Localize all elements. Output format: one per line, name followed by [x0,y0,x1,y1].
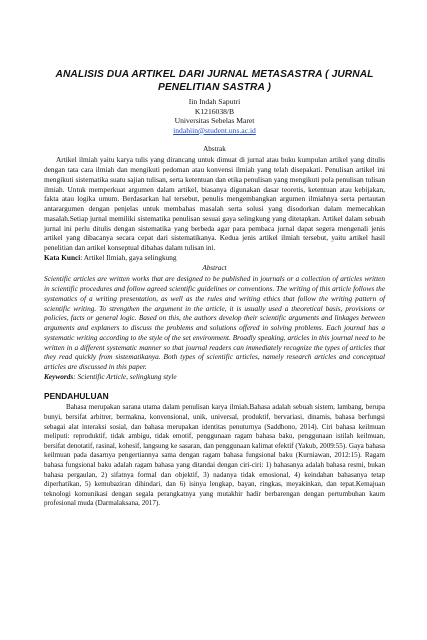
abstract-text-id: Artikel ilmiah yaitu karya tulis yang dirancang untuk dimuat di jurnal atau buku kumpulan artikel yang ditulis dengan tata cara ilmiah dan mengikuti pedoman atau konvensi ilmiah yang telah disepakati. Penulisan artikel ini mengikuti sistematika suatu sajian tulisan, serta ketentuan dan etika penulisan yang mengikuti pola penulisan tulisan ilmiah. Untuk memperkuat argumen dalam artikel, biasanya digunakan dasar teoretis, ketentuan atau kebijakan, fakta atau logika umum. Berdasarkan hal tersebut, penulis mengembangkan argumen ilmiahnya serta pertautan antarargumen dengan penjelas untuk membahas masalah serta solusi yang disodorkan dalam memecahkan masalah.Setiap jurnal memiliki sistematika penulisan sesuai gaya selingkung yang ditetapkan. Artikel dalam sebuah jurnal ini perlu ditulis dengan sistematika yang berbeda agar para pembaca jurnal dapat segera mengenali jenis artikel yang dibacanya secara cepat dari sistematikanya. Kedua jenis artikel ilmiah tersebut, yaitu artikel hasil penelitian dan artikel konseptual dibahas dalam tulisan ini. [44,155,385,253]
keywords-label-id: Kata Kunci [44,252,81,262]
section-body: Bahasa merupakan sarana utama dalam penulisan karya ilmiah.Bahasa adalah sebuah sistem, lambang, berupa bunyi, bersifat arbitrer, bermakna, konvensional, unik, universal, produktif, bervariasi, dinamis, bahasa berfungsi sebagai alat interaksi sosial, dan bahasa merupakan identitas penuturnya (Saddhono, 2014). Ciri bahasa keilmuan meliputi: reproduktif, tidak ambigu, tidak emotif, penggunaan ragam bahasa baku, penggunaan istilah keilmuan, bersifat denotatif, rasinal, kohesif, langsung ke sasaran, dan penggunaan kalimat efektif (Yakub, 2009:55). Gaya bahasa keilmuan pada dasarnya pengertiannya sama dengan ragam bahasa fungsional baku (Kurniawan, 2012:15). Ragam bahasa fungsional baku adalah ragam bahasa yang ditandai dengan ciri-ciri: 1) bahasanya adalah bahasa resmi, bukan bahasa pergaulan, 2) sifatnya formal dan objektif, 3) nadanya tidak emosional, 4) keindahan bahasanya tetap diperhatikan, 5) kemubaziran dihindari, dan 6) isinya lengkap, bayan, ringkas, meyakinkan, dan tepat.Kemajuan teknologi komunikasi dengan segala perangkatnya yang mutakhir hadir berbarengan dengan pertumbuhan kaum profesional muda (Darmalaksana, 2017). [44,403,385,508]
section-heading: PENDAHULUAN [44,391,109,402]
author-email-link[interactable]: indahiin@student.uns.ac.id [173,125,256,135]
keywords-label-en: Keywords [44,371,74,381]
author-name: Iin Indah Saputri [188,97,241,106]
author-block [44,97,385,135]
keywords-id [44,253,385,263]
abstract-heading-en: Abstract [202,264,227,273]
affiliation: Universitas Sebelas Maret [174,116,255,126]
keywords-en [44,372,385,382]
student-id: K1216038/B [194,106,235,116]
abstract-text-en: Scientific articles are written works that are designed to be published in journals or a collection of articles written in scientific procedures and follow agreed scientific guidelines or conventions. The writing of this article follows the systematics of a writing presentation, as well as the rules and writing ethics that follow the writing pattern of scientific writing. To strengthen the argument in the article, it is usually used a theoretical basis, provisions or policies, facts or general logic. Based on this, the authors develop their scientific arguments and linkages between arguments and explaners to discuss the problems and solutions offered in solving problems. Each journal has a systematic writing according to the style of the set environment. Broadly speaking, articles in this journal need to be written in a different systematic manner so that journal readers can immediately recognize the types of articles that they read quickly from sistematikanya. Both types of scientific articles, namely research articles and conceptual articles are discussed in this paper. [44,274,385,372]
paper-title: ANALISIS DUA ARTIKEL DARI JURNAL METASASTRA ( JURNAL PENELITIAN SASTRA ) [55,69,374,93]
keywords-value-en: : Scientific Article, selingkung style [73,371,177,381]
abstract-heading-id: Abstrak [203,145,226,154]
keywords-value-id: : Artikel Ilmiah, gaya selingkung [80,252,177,262]
